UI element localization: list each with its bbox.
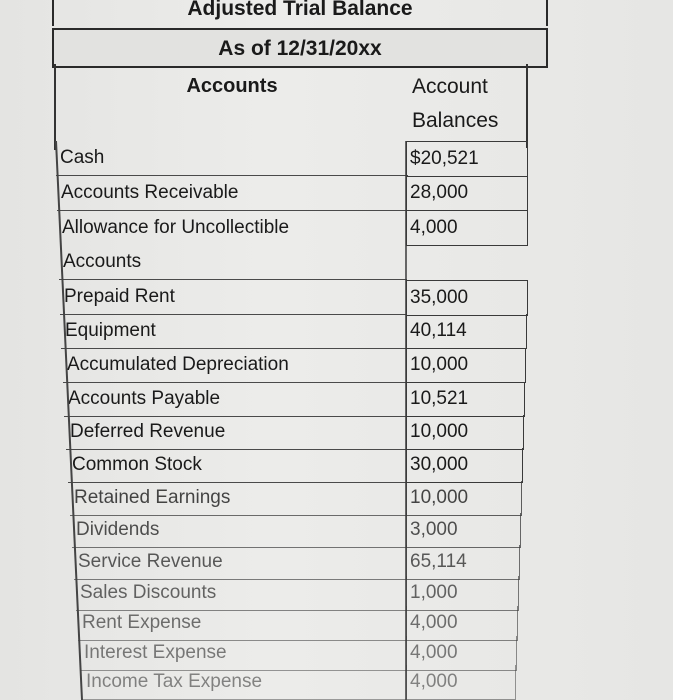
account-name: Accounts Payable (64, 382, 407, 417)
account-balance: 3,000 (406, 513, 521, 548)
account-name: Dividends (72, 513, 407, 548)
account-name: Common Stock (68, 448, 407, 483)
account-balance: 4,000 (406, 636, 517, 671)
balances-header-line2: Balances (412, 109, 499, 132)
page-title: Adjusted Trial Balance (52, 0, 548, 26)
account-balance: 10,521 (406, 382, 525, 417)
account-name: Sales Discounts (76, 576, 407, 611)
account-name: Accounts Receivable (57, 176, 407, 211)
account-name: Rent Expense (78, 606, 407, 641)
account-balance: 10,000 (406, 348, 526, 383)
account-balance: 28,000 (406, 176, 528, 211)
account-balance: 35,000 (406, 280, 528, 316)
account-balance: 4,000 (406, 665, 516, 700)
accounts-column-header: Accounts (186, 75, 278, 97)
account-name: Allowance for Uncollectible (62, 217, 290, 238)
account-name: Accounts (59, 245, 407, 280)
account-name: Service Revenue (74, 545, 407, 580)
account-name: Equipment (61, 314, 407, 349)
account-balance: 1,000 (406, 576, 519, 611)
account-balance: 4,000 (406, 211, 528, 246)
account-name: Retained Earnings (70, 481, 407, 516)
account-balance: 10,000 (406, 415, 524, 450)
account-balance: 4,000 (406, 606, 518, 641)
account-balance: 30,000 (406, 448, 523, 483)
account-name: Income Tax Expense (82, 665, 407, 700)
account-balance: 10,000 (406, 481, 522, 516)
account-name: Prepaid Rent (60, 280, 407, 315)
account-balance: $20,521 (406, 141, 528, 177)
account-balance: 65,114 (406, 545, 520, 580)
account-name: Deferred Revenue (66, 415, 407, 450)
account-balance: 40,114 (406, 314, 527, 349)
balances-header-line1: Account (412, 75, 488, 98)
account-name: Interest Expense (80, 636, 407, 671)
account-name: Cash (56, 141, 408, 176)
account-name: Accumulated Depreciation (63, 348, 407, 383)
date-subtitle: As of 12/31/20xx (52, 28, 548, 68)
